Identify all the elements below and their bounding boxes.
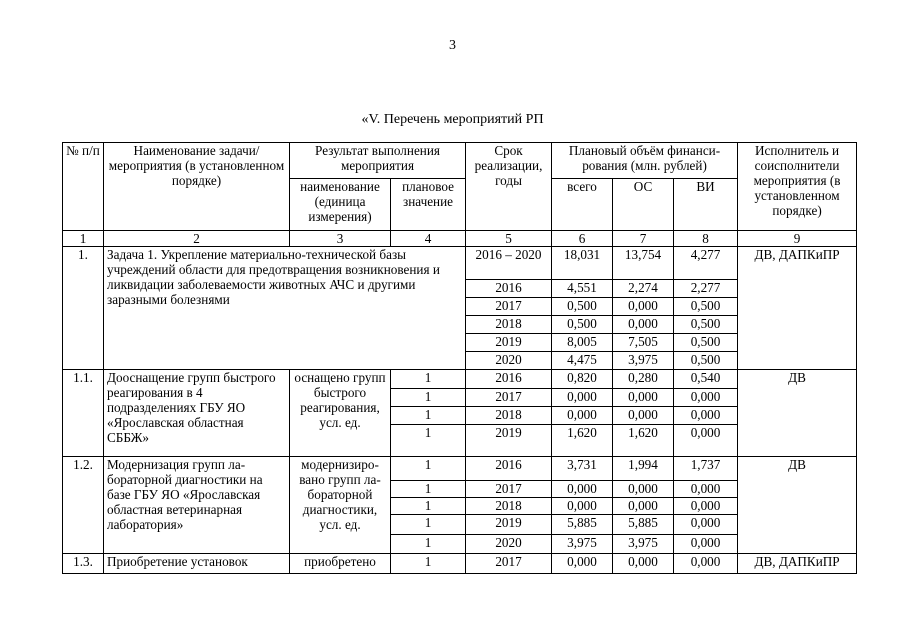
- total-cell: 0,000: [552, 554, 613, 574]
- column-number: 6: [552, 231, 613, 247]
- term-cell: 2017: [466, 389, 552, 407]
- executor-cell: ДВ, ДАПКиПР: [738, 247, 857, 370]
- total-cell: 3,975: [552, 535, 613, 554]
- result-value-cell: 1: [391, 389, 466, 407]
- os-cell: 0,000: [613, 554, 674, 574]
- table-row: [63, 554, 857, 574]
- term-cell: 2017: [466, 554, 552, 574]
- os-cell: 1,994: [613, 457, 674, 481]
- term-cell: 2016: [466, 280, 552, 298]
- table-header-row: [63, 143, 857, 179]
- vi-cell: 0,500: [674, 334, 738, 352]
- column-number: 1: [63, 231, 104, 247]
- os-cell: 0,000: [613, 481, 674, 498]
- result-value-cell: 1: [391, 481, 466, 498]
- term-cell: 2016: [466, 370, 552, 389]
- item-name: Приобретение установок: [104, 554, 290, 574]
- executor-cell: ДВ, ДАПКиПР: [738, 554, 857, 574]
- total-cell: 0,000: [552, 481, 613, 498]
- os-cell: 5,885: [613, 515, 674, 535]
- term-cell: 2018: [466, 498, 552, 515]
- column-number: 9: [738, 231, 857, 247]
- table-row: [63, 457, 857, 481]
- term-cell: 2020: [466, 352, 552, 370]
- column-number-row: [63, 231, 857, 247]
- total-cell: 0,500: [552, 316, 613, 334]
- executor-cell: ДВ: [738, 457, 857, 554]
- vi-cell: 0,000: [674, 554, 738, 574]
- vi-cell: 0,000: [674, 389, 738, 407]
- term-cell: 2018: [466, 407, 552, 425]
- header-result: Результат выполнения мероприятия: [290, 143, 466, 179]
- os-cell: 0,000: [613, 407, 674, 425]
- column-number: 4: [391, 231, 466, 247]
- item-number: 1.1.: [63, 370, 104, 457]
- term-cell: 2020: [466, 535, 552, 554]
- total-cell: 3,731: [552, 457, 613, 481]
- header-vi: ВИ: [674, 179, 738, 231]
- term-cell: 2016: [466, 457, 552, 481]
- os-cell: 1,620: [613, 425, 674, 457]
- os-cell: 3,975: [613, 352, 674, 370]
- task-number: 1.: [63, 247, 104, 370]
- vi-cell: 0,000: [674, 481, 738, 498]
- total-cell: 5,885: [552, 515, 613, 535]
- activities-table: [62, 142, 857, 574]
- vi-cell: 2,277: [674, 280, 738, 298]
- term-cell: 2019: [466, 515, 552, 535]
- item-number: 1.3.: [63, 554, 104, 574]
- os-cell: 0,000: [613, 298, 674, 316]
- total-cell: 0,000: [552, 498, 613, 515]
- os-cell: 13,754: [613, 247, 674, 280]
- result-value-cell: 1: [391, 457, 466, 481]
- header-os: ОС: [613, 179, 674, 231]
- header-total: всего: [552, 179, 613, 231]
- item-name: Дооснащение групп быстрого реагирования в 4 подразделениях ГБУ ЯО «Ярославская областная СББЖ»: [104, 370, 290, 457]
- os-cell: 0,280: [613, 370, 674, 389]
- vi-cell: 0,000: [674, 425, 738, 457]
- total-cell: 0,820: [552, 370, 613, 389]
- os-cell: 0,000: [613, 389, 674, 407]
- result-value-cell: 1: [391, 498, 466, 515]
- header-num: № п/п: [63, 143, 104, 231]
- term-cell: 2016 – 2020: [466, 247, 552, 280]
- vi-cell: 0,000: [674, 515, 738, 535]
- vi-cell: 0,000: [674, 535, 738, 554]
- result-value-cell: 1: [391, 535, 466, 554]
- header-result-name: наименование (единица измерения): [290, 179, 391, 231]
- task-name: Задача 1. Укрепление материально-технической базы учреждений области для предотвращения возникновения и ликвидации заболеваемости животных АЧС и другими заразными болезнями: [104, 247, 466, 370]
- result-value-cell: 1: [391, 407, 466, 425]
- executor-cell: ДВ: [738, 370, 857, 457]
- total-cell: 4,475: [552, 352, 613, 370]
- total-cell: 18,031: [552, 247, 613, 280]
- column-number: 5: [466, 231, 552, 247]
- term-cell: 2019: [466, 425, 552, 457]
- column-number: 8: [674, 231, 738, 247]
- result-name-cell: оснащено групп быстрого реагирования, усл. ед.: [290, 370, 391, 457]
- header-finance: Плановый объём финансирования (млн. рублей): [552, 143, 738, 179]
- vi-cell: 0,540: [674, 370, 738, 389]
- document-title: «V. Перечень мероприятий РП: [361, 112, 544, 127]
- term-cell: 2017: [466, 481, 552, 498]
- table-row: [63, 370, 857, 389]
- vi-cell: 4,277: [674, 247, 738, 280]
- item-name: Модернизация групп лабораторной диагностики на базе ГБУ ЯО «Ярославская областная ветеринарная лаборатория»: [104, 457, 290, 554]
- result-value-cell: 1: [391, 370, 466, 389]
- result-value-cell: 1: [391, 425, 466, 457]
- os-cell: 7,505: [613, 334, 674, 352]
- result-value-cell: 1: [391, 515, 466, 535]
- vi-cell: 0,500: [674, 298, 738, 316]
- header-executor: Исполнитель и соисполнители мероприятия (в установленном порядке): [738, 143, 857, 231]
- os-cell: 0,000: [613, 316, 674, 334]
- header-result-value: плановое значение: [391, 179, 466, 231]
- vi-cell: 1,737: [674, 457, 738, 481]
- column-number: 2: [104, 231, 290, 247]
- total-cell: 8,005: [552, 334, 613, 352]
- term-cell: 2017: [466, 298, 552, 316]
- header-term: Срок реализации, годы: [466, 143, 552, 231]
- total-cell: 0,000: [552, 407, 613, 425]
- term-cell: 2018: [466, 316, 552, 334]
- os-cell: 0,000: [613, 498, 674, 515]
- header-name: Наименование задачи/мероприятия (в установленном порядке): [104, 143, 290, 231]
- total-cell: 1,620: [552, 425, 613, 457]
- total-cell: 0,500: [552, 298, 613, 316]
- term-cell: 2019: [466, 334, 552, 352]
- column-number: 3: [290, 231, 391, 247]
- result-name-cell: модернизировано групп лабораторной диагностики, усл. ед.: [290, 457, 391, 554]
- item-number: 1.2.: [63, 457, 104, 554]
- vi-cell: 0,500: [674, 316, 738, 334]
- result-name-cell: приобретено: [290, 554, 391, 574]
- result-value-cell: 1: [391, 554, 466, 574]
- total-cell: 4,551: [552, 280, 613, 298]
- column-number: 7: [613, 231, 674, 247]
- page-number: 3: [449, 38, 456, 53]
- os-cell: 2,274: [613, 280, 674, 298]
- os-cell: 3,975: [613, 535, 674, 554]
- table-row: [63, 247, 857, 280]
- vi-cell: 0,000: [674, 407, 738, 425]
- vi-cell: 0,500: [674, 352, 738, 370]
- total-cell: 0,000: [552, 389, 613, 407]
- vi-cell: 0,000: [674, 498, 738, 515]
